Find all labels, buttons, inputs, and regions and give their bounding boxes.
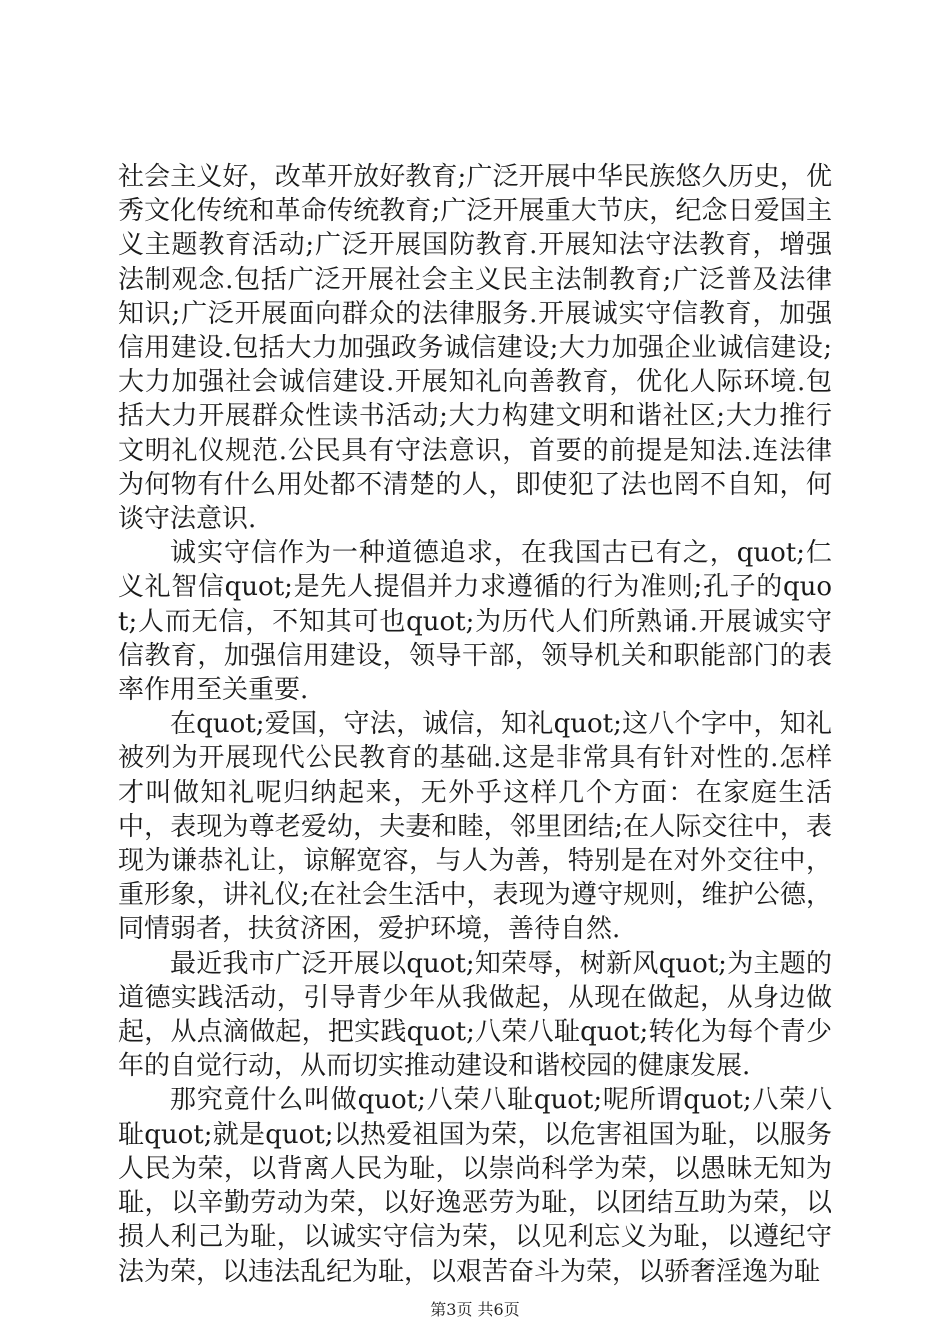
paragraph-3: 在quot;爱国，守法，诚信，知礼quot;这八个字中，知礼被列为开展现代公民教育的基础.这是非常具有针对性的.怎样才叫做知礼呢归纳起来，无外乎这样几个方面：在家庭生活中，表现为尊老爱幼，夫妻和睦，邻里团结;在人际交往中，表现为谦恭礼让，谅解宽容，与人为善，特别是在对外交往中，重形象，讲礼仪;在社会生活中，表现为遵守规则，维护公德，同情弱者，扶贫济困，爱护环境，善待自然. (118, 709, 832, 945)
paragraph-1: 社会主义好，改革开放好教育;广泛开展中华民族悠久历史，优秀文化传统和革命传统教育;广泛开展重大节庆，纪念日爱国主义主题教育活动;广泛开展国防教育.开展知法守法教育，增强法制观念.包括广泛开展社会主义民主法制教育;广泛普及法律知识;广泛开展面向群众的法律服务.开展诚实守信教育，加强信用建设.包括大力加强政务诚信建设;大力加强企业诚信建设;大力加强社会诚信建设.开展知礼向善教育，优化人际环境.包括大力开展群众性读书活动;大力构建文明和谐社区;大力推行文明礼仪规范.公民具有守法意识，首要的前提是知法.连法律为何物有什么用处都不清楚的人，即使犯了法也罔不自知，何谈守法意识. (118, 162, 832, 535)
paragraph-5: 那究竟什么叫做quot;八荣八耻quot;呢所谓quot;八荣八耻quot;就是quot;以热爱祖国为荣，以危害祖国为耻，以服务人民为荣，以背离人民为耻，以崇尚科学为荣，以愚昧无知为耻，以辛勤劳动为荣，以好逸恶劳为耻，以团结互助为荣，以损人利己为耻，以诚实守信为荣，以见利忘义为耻，以遵纪守法为荣，以违法乱纪为耻，以艰苦奋斗为荣，以骄奢淫逸为耻 (118, 1085, 832, 1287)
paragraph-2: 诚实守信作为一种道德追求，在我国古已有之，quot;仁义礼智信quot;是先人提倡并力求遵循的行为准则;孔子的quot;人而无信，不知其可也quot;为历代人们所熟诵.开展诚实守信教育，加强信用建设，领导干部，领导机关和职能部门的表率作用至关重要. (118, 538, 832, 706)
document-body (118, 160, 832, 1289)
paragraph-4: 最近我市广泛开展以quot;知荣辱，树新风quot;为主题的道德实践活动，引导青少年从我做起，从现在做起，从身边做起，从点滴做起，把实践quot;八荣八耻quot;转化为每个青少年的自觉行动，从而切实推动建设和谐校园的健康发展. (118, 948, 832, 1082)
page-number-footer: 第3页 共6页 (430, 1300, 520, 1319)
